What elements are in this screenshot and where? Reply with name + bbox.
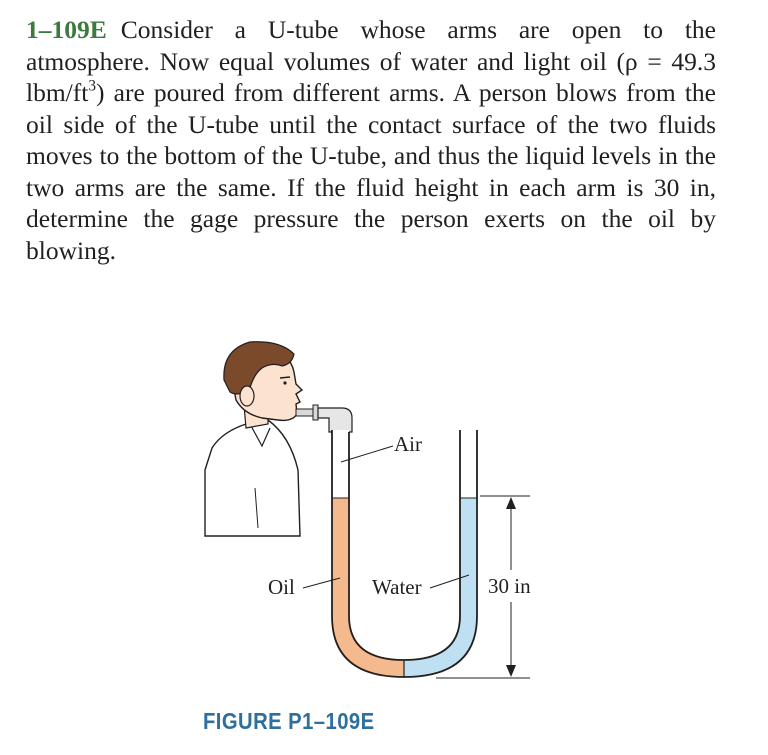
pipe-elbow [318, 408, 352, 432]
person-ear [240, 386, 254, 406]
blow-pipe [296, 405, 352, 432]
left-arm-air [332, 430, 349, 498]
person-eye [283, 381, 286, 384]
dimension-arrow-up-icon [506, 497, 516, 509]
oil-label: Oil [268, 575, 295, 599]
person-eyebrow [280, 377, 290, 378]
figure-caption: FIGURE P1–109E [203, 708, 375, 734]
water-label: Water [372, 575, 422, 599]
dimension-arrow-down-icon [506, 665, 516, 677]
person-shirt [205, 420, 300, 536]
pipe-connector [313, 405, 318, 420]
air-label: Air [394, 432, 422, 456]
u-tube [332, 430, 477, 677]
problem-number: 1–109E [26, 15, 107, 44]
mouthpiece [296, 409, 314, 416]
problem-text-superscript: 3 [88, 77, 96, 95]
problem-text-part1: Consider a U-tube whose arms are open to the atmosphere. Now equal volumes of water and light oil (ρ = 49.3 lbm/ft [26, 15, 716, 107]
height-label: 30 in [488, 574, 531, 598]
person-illustration [205, 342, 302, 536]
tube-inner-wall [349, 430, 460, 660]
right-arm-air [460, 430, 477, 498]
problem-text-part2: ) are poured from different arms. A person blows from the oil side of the U-tube until the contact surface of the two fluids moves to the bottom of the U-tube, and thus the liquid levels in the two arms are the same. If the fluid height in each arm is 30 in, determine the gage pressure the person exerts on the oil by blowing. [26, 78, 716, 265]
